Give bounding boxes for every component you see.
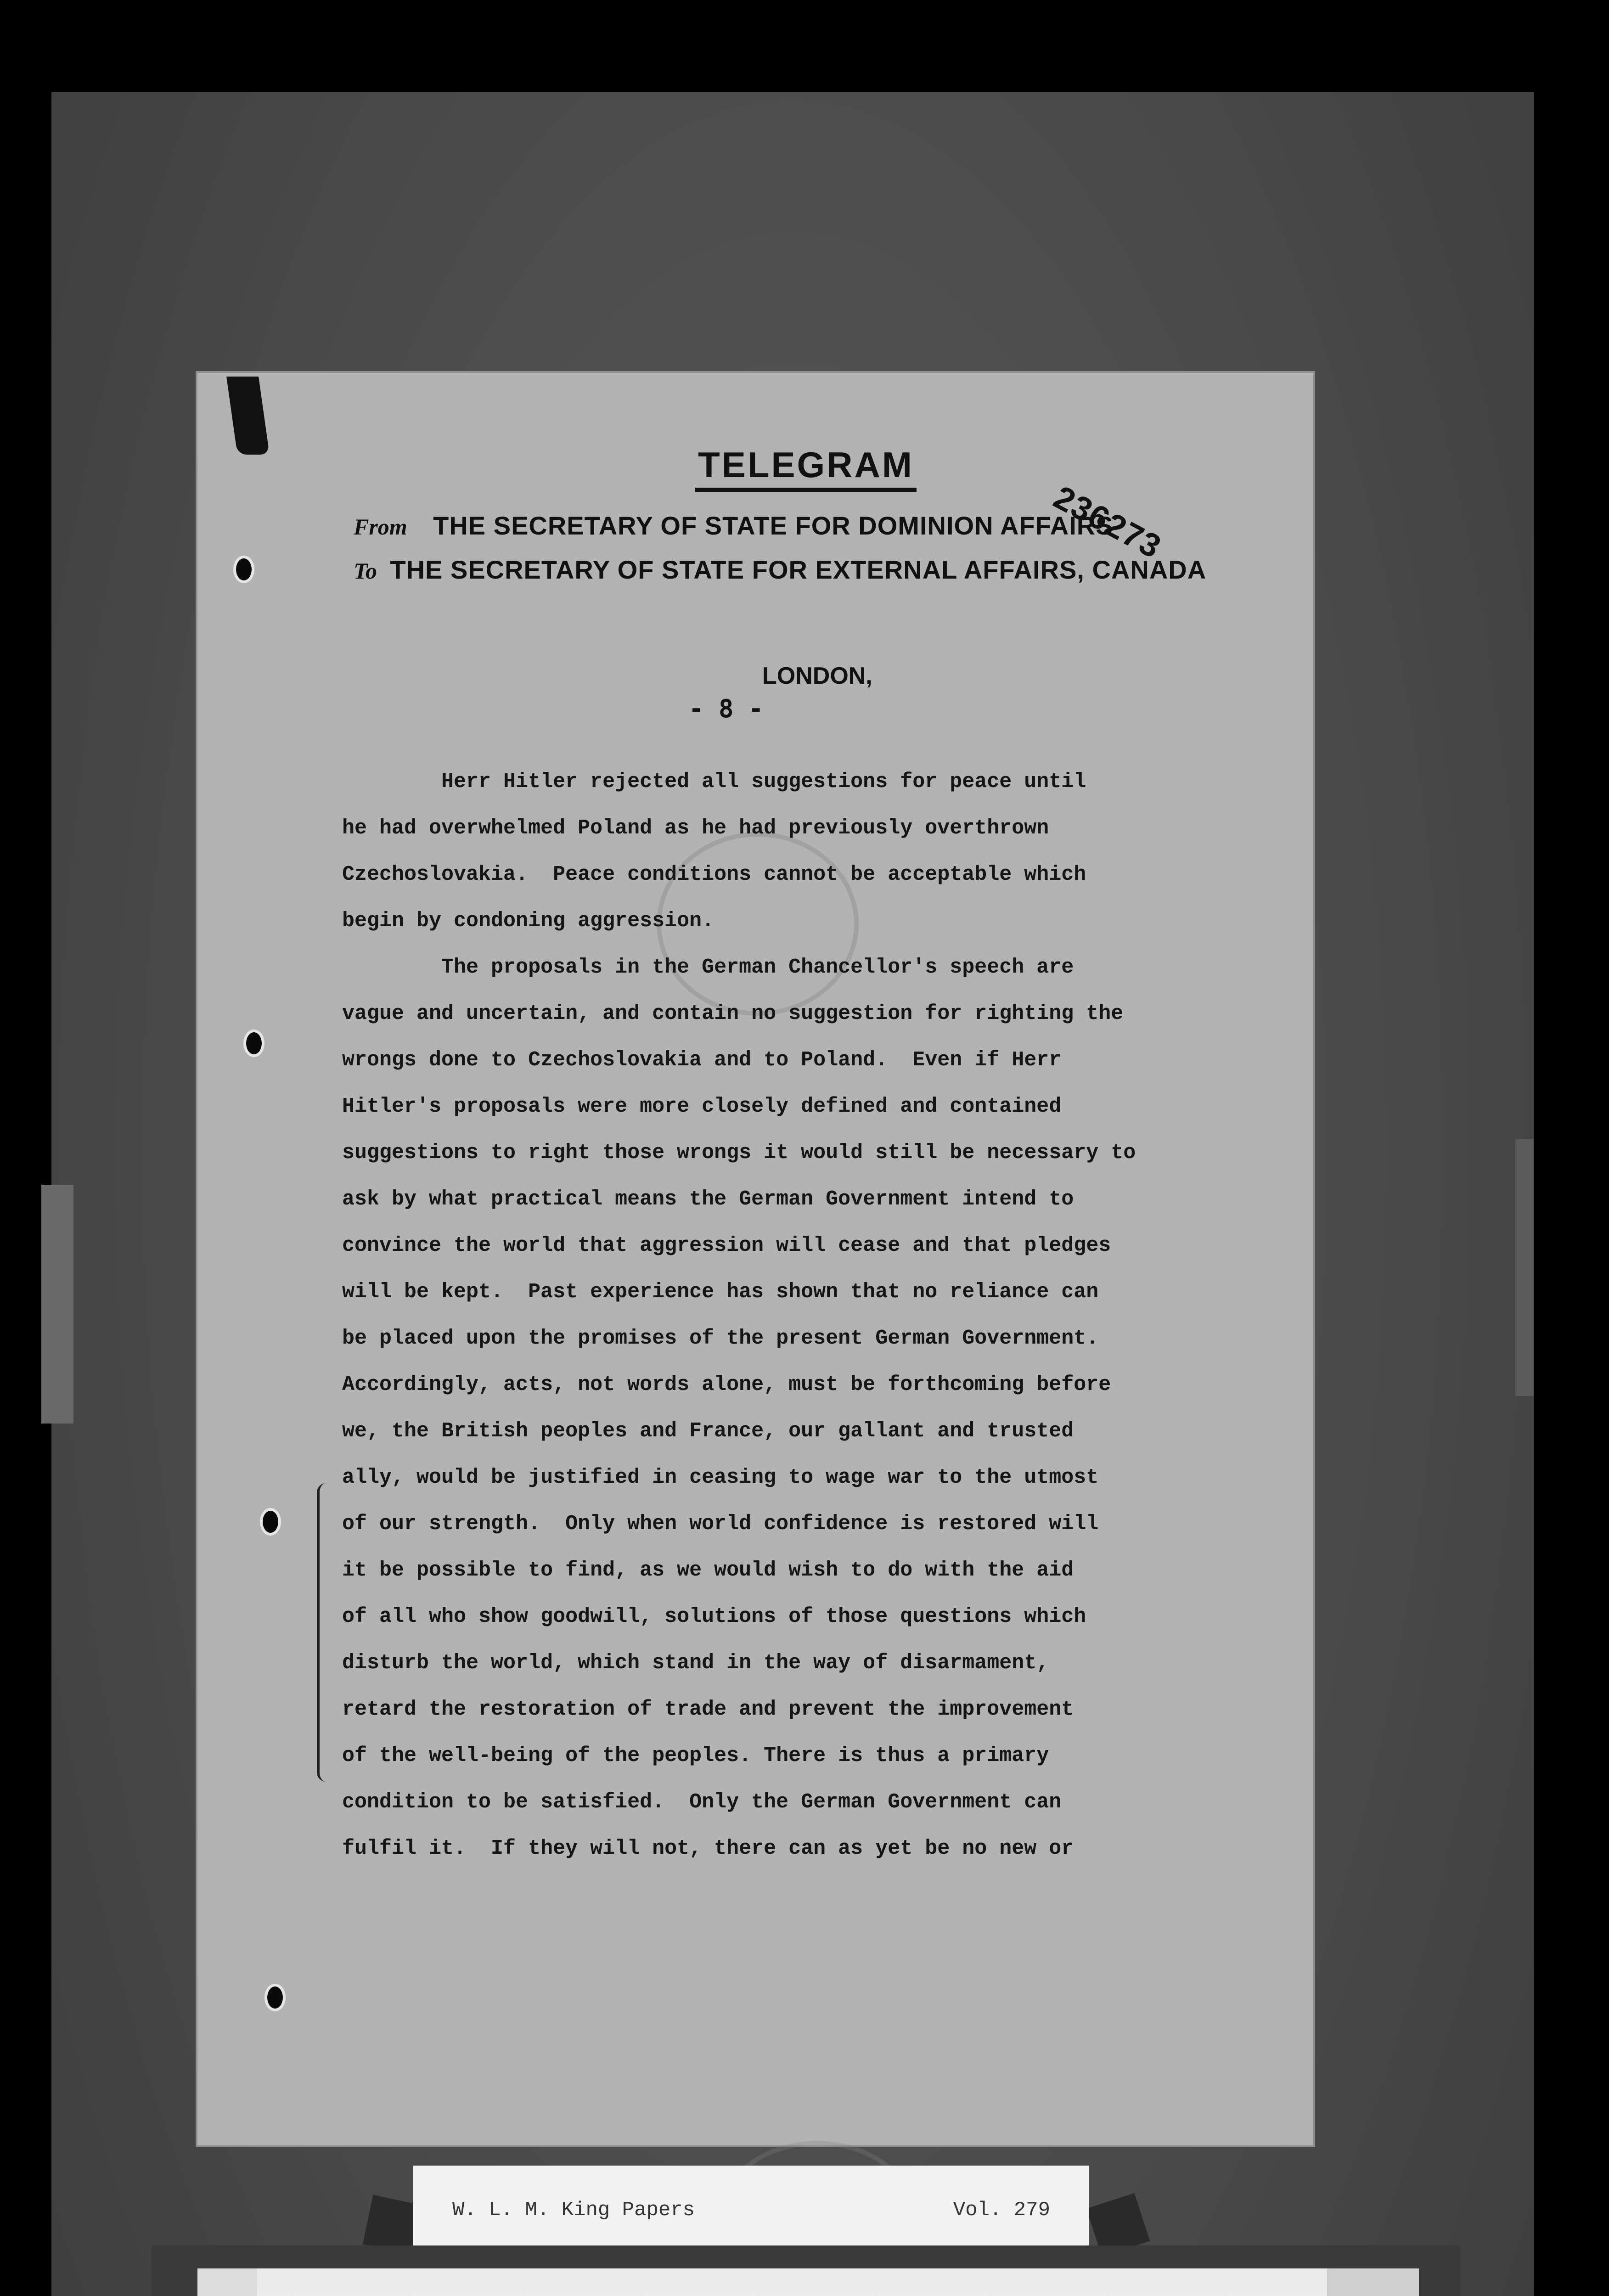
body-line: fulfil it. If they will not, there can as yet be no new or bbox=[342, 1837, 1074, 1860]
page-number: - 8 - bbox=[689, 694, 764, 723]
board-edge-right bbox=[1515, 1139, 1534, 1396]
body-line: Hitler's proposals were more closely defined and contained bbox=[342, 1095, 1062, 1118]
punch-hole bbox=[233, 556, 254, 583]
body-line: he had overwhelmed Poland as he had previously overthrown bbox=[342, 816, 1049, 840]
to-row bbox=[354, 555, 1206, 585]
body-line: wrongs done to Czechoslovakia and to Poland. Even if Herr bbox=[342, 1048, 1062, 1072]
body-line: Herr Hitler rejected all suggestions for peace until bbox=[342, 770, 1086, 793]
telegram-title-text: TELEGRAM bbox=[695, 445, 917, 492]
body-line: of the well-being of the peoples. There is thus a primary bbox=[342, 1744, 1049, 1767]
body-line: will be kept. Past experience has shown that no reliance can bbox=[342, 1280, 1099, 1304]
board-edge-left bbox=[41, 1185, 73, 1424]
telegram-title bbox=[197, 444, 1313, 486]
body-line: suggestions to right those wrongs it would still be necessary to bbox=[342, 1141, 1136, 1165]
body-line: begin by condoning aggression. bbox=[342, 909, 714, 933]
body-line: Accordingly, acts, not words alone, must be forthcoming before bbox=[342, 1373, 1111, 1396]
body-line: Czechoslovakia. Peace conditions cannot be acceptable which bbox=[342, 863, 1086, 886]
body-line: vague and uncertain, and contain no suggestion for righting the bbox=[342, 1002, 1124, 1025]
body-line: The proposals in the German Chancellor's speech are bbox=[342, 956, 1074, 979]
archive-card-left-edge bbox=[197, 2268, 257, 2296]
body-line: convince the world that aggression will cease and that pledges bbox=[342, 1234, 1111, 1257]
body-line: of our strength. Only when world confidence is restored will bbox=[342, 1512, 1099, 1536]
body-line: ask by what practical means the German Government intend to bbox=[342, 1187, 1074, 1211]
telegram-page bbox=[197, 373, 1313, 2145]
punch-hole bbox=[264, 1984, 286, 2011]
from-label: From bbox=[354, 514, 407, 540]
punch-hole bbox=[260, 1508, 281, 1536]
from-value: THE SECRETARY OF STATE FOR DOMINION AFFAIRS bbox=[433, 511, 1114, 540]
body-line: disturb the world, which stand in the way of disarmament, bbox=[342, 1651, 1049, 1675]
body-line: it be possible to find, as we would wish to do with the aid bbox=[342, 1559, 1074, 1582]
from-row bbox=[354, 511, 1114, 540]
archive-card-right-edge bbox=[1327, 2268, 1419, 2296]
body-line: of all who show goodwill, solutions of those questions which bbox=[342, 1605, 1086, 1628]
body-line: ally, would be justified in ceasing to wage war to the utmost bbox=[342, 1466, 1099, 1489]
body-line: retard the restoration of trade and prevent the improvement bbox=[342, 1698, 1074, 1721]
archive-card bbox=[197, 2268, 1419, 2296]
to-value: THE SECRETARY OF STATE FOR EXTERNAL AFFAIRS, CANADA bbox=[390, 555, 1207, 584]
collection-name: W. L. M. King Papers bbox=[452, 2199, 695, 2222]
margin-pencil-mark bbox=[317, 1483, 326, 1782]
punch-hole bbox=[243, 1030, 264, 1057]
body-line: we, the British peoples and France, our gallant and trusted bbox=[342, 1419, 1074, 1443]
body-line: be placed upon the promises of the present German Government. bbox=[342, 1327, 1099, 1350]
document-number-stamp: 236273 bbox=[1047, 478, 1168, 566]
volume-number: Vol. 279 bbox=[953, 2199, 1050, 2222]
place-of-origin: LONDON, bbox=[762, 663, 872, 689]
telegram-body bbox=[342, 759, 1233, 1872]
body-line: condition to be satisfied. Only the German Government can bbox=[342, 1790, 1062, 1814]
to-label: To bbox=[354, 558, 377, 584]
